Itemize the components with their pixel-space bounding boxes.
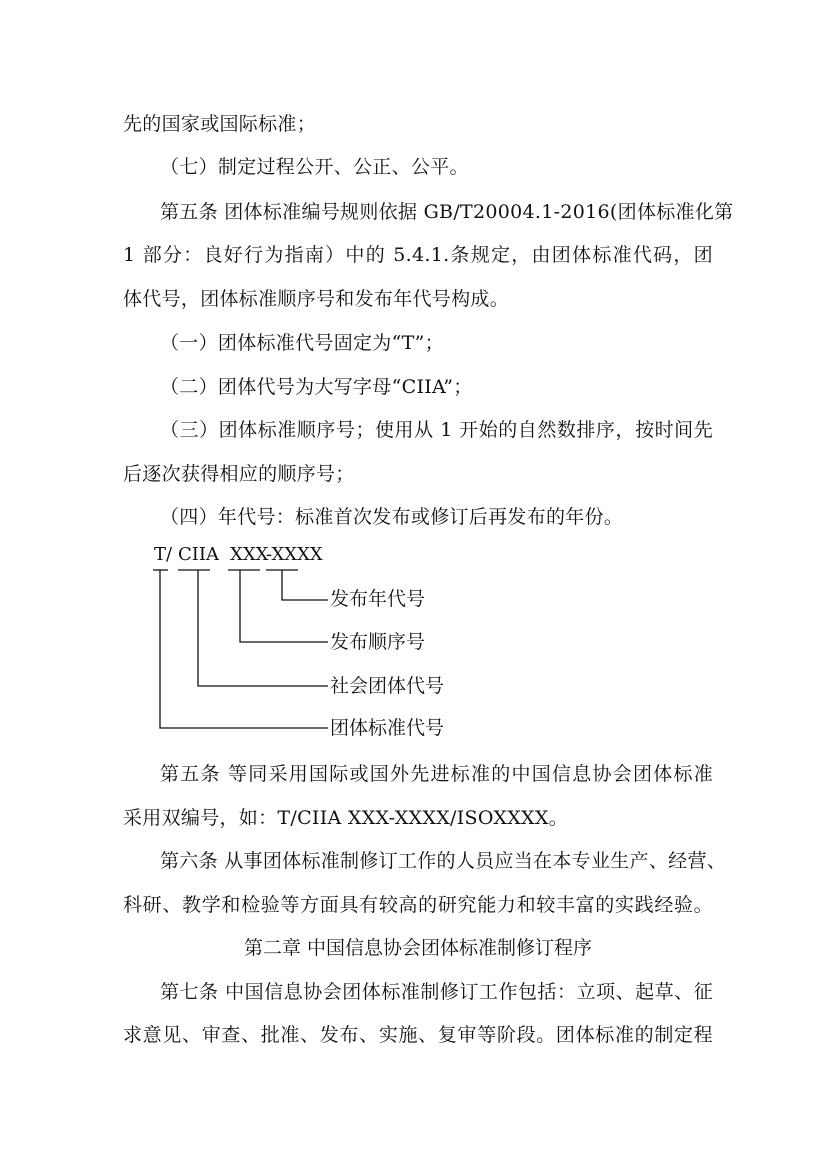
label-std: 团体标准代号: [330, 717, 445, 739]
chapter-heading: 第二章 中国信息协会团体标准制修订程序: [243, 937, 593, 959]
paragraph-line: 求意见、审查、批准、发布、实施、复审等阶段。团体标准的制定程: [123, 1024, 713, 1046]
connector-year: [282, 570, 328, 600]
paragraph-line: 后逐次获得相应的顺序号；: [123, 463, 355, 485]
label-year: 发布年代号: [330, 588, 426, 610]
connector-org: [198, 570, 328, 686]
paragraph-line: 第六条 从事团体标准制修订工作的人员应当在本专业生产、经营、: [160, 850, 727, 872]
paragraph-line: （三）团体标准顺序号；使用从 1 开始的自然数排序，按时间先: [160, 419, 713, 441]
paragraph-line: （一）团体标准代号固定为“T”；: [160, 332, 444, 354]
code-org: CIIA: [178, 544, 219, 565]
label-org: 社会团体代号: [330, 675, 445, 697]
code-t: T/: [154, 544, 173, 565]
connector-seq: [240, 570, 328, 642]
connector-std: [160, 570, 328, 728]
paragraph-line: 科研、教学和检验等方面具有较高的研究能力和较丰富的实践经验。: [123, 894, 713, 916]
paragraph-line: （二）团体代号为大写字母“CIIA”；: [160, 376, 473, 398]
paragraph-line: （七）制定过程公开、公正、公平。: [160, 156, 469, 178]
paragraph-line: 第七条 中国信息协会团体标准制修订工作包括：立项、起草、征: [160, 981, 713, 1003]
paragraph-line: 第五条 团体标准编号规则依据 GB/T20004.1-2016(团体标准化第: [160, 201, 734, 223]
numbering-diagram: [150, 540, 510, 750]
code-year: -XXXX: [266, 544, 323, 565]
paragraph-line: 先的国家或国际标准；: [123, 113, 317, 135]
label-seq: 发布顺序号: [330, 631, 426, 653]
paragraph-line: 第五条 等同采用国际或国外先进标准的中国信息协会团体标准: [160, 763, 713, 785]
paragraph-line: 采用双编号，如：T/CIIA XXX-XXXX/ISOXXXX。: [123, 807, 569, 829]
paragraph-line: 1 部分：良好行为指南）中的 5.4.1.条规定，由团体标准代码，团: [123, 244, 713, 266]
paragraph-line: 体代号，团体标准顺序号和发布年代号构成。: [123, 288, 510, 310]
code-seq: XXX: [230, 544, 269, 565]
paragraph-line: （四）年代号：标准首次发布或修订后再发布的年份。: [160, 506, 624, 528]
